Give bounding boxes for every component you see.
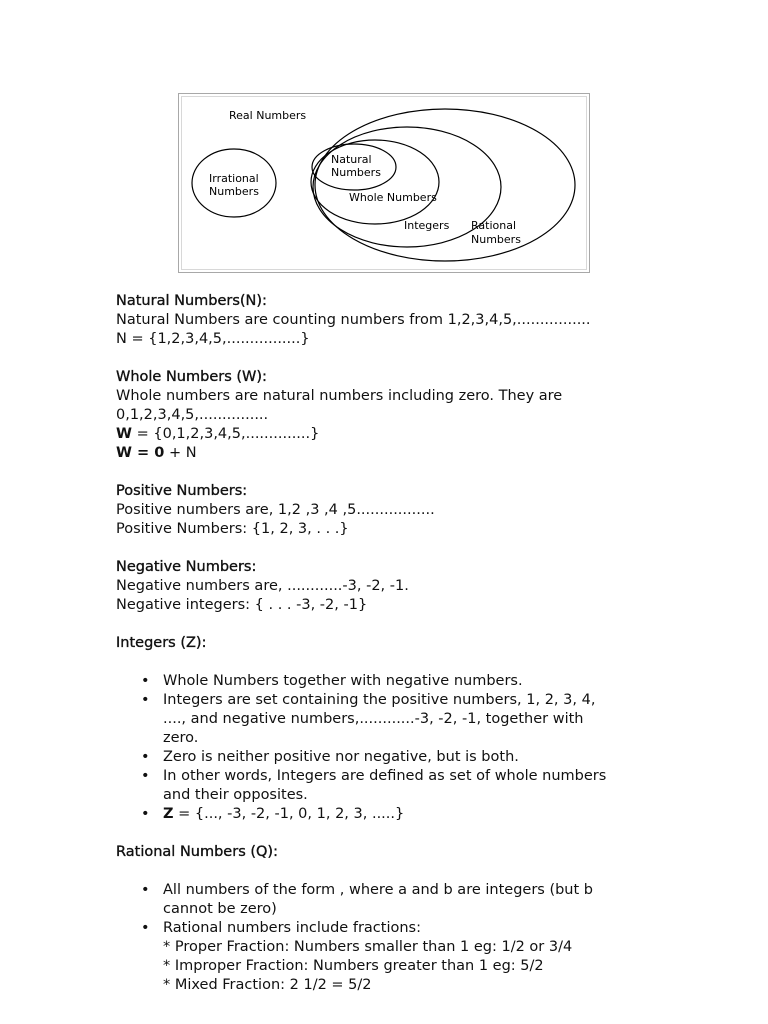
label-integers: Integers <box>404 219 450 232</box>
integers-item-3: • Zero is neither positive nor negative, but is both. <box>163 748 623 767</box>
label-rational-2: Numbers <box>471 233 521 246</box>
rational-item-2-text: • Rational numbers include fractions: <box>163 920 421 936</box>
positive-line-2: Positive Numbers: {1, 2, 3, . . .} <box>116 521 349 537</box>
rational-heading: Rational Numbers (Q): <box>116 844 278 860</box>
whole-line-1: Whole numbers are natural numbers including zero. They are <box>116 388 563 404</box>
integers-item-5 <box>163 805 676 824</box>
integers-heading: Integers (Z): <box>116 635 207 651</box>
whole-line-3 <box>116 425 676 444</box>
rational-sub-proper: * Proper Fraction: Numbers smaller than 1 eg: 1/2 or 3/4 <box>163 939 573 955</box>
rational-sub-improper: * Improper Fraction: Numbers greater than 1 eg: 5/2 <box>163 958 544 974</box>
integers-list <box>116 672 676 824</box>
positive-line-1: Positive numbers are, 1,2 ,3 ,4 ,5................. <box>116 502 435 518</box>
whole-w-set: = {0,1,2,3,4,5,..............} <box>132 426 320 442</box>
venn-diagram <box>179 94 589 272</box>
number-sets-diagram <box>178 93 590 273</box>
natural-line-1: Natural Numbers are counting numbers from 1,2,3,4,5,................ <box>116 312 591 328</box>
label-irrational-1: Irrational <box>209 172 259 185</box>
integers-z-set: = {..., -3, -2, -1, 0, 1, 2, 3, .....} <box>173 806 405 822</box>
label-natural-1: Natural <box>331 153 372 166</box>
rational-item-2 <box>163 919 676 995</box>
label-irrational-2: Numbers <box>209 185 259 198</box>
whole-heading: Whole Numbers (W): <box>116 369 267 385</box>
label-whole-numbers: Whole Numbers <box>349 191 437 204</box>
natural-heading: Natural Numbers(N): <box>116 293 267 309</box>
positive-heading: Positive Numbers: <box>116 483 248 499</box>
whole-line-2: 0,1,2,3,4,5,............... <box>116 407 269 423</box>
negative-heading: Negative Numbers: <box>116 559 257 575</box>
integers-item-2: • Integers are set containing the positive numbers, 1, 2, 3, 4, ...., and negative numbers,............-3, -2, -1, together with zero. <box>163 691 623 748</box>
negative-line-2: Negative integers: { . . . -3, -2, -1} <box>116 597 368 613</box>
whole-line-4 <box>116 444 676 463</box>
whole-w-eq-rest: + N <box>164 445 197 461</box>
label-natural-2: Numbers <box>331 166 381 179</box>
label-rational-1: Rational <box>471 219 517 232</box>
rational-sub-mixed: * Mixed Fraction: 2 1/2 = 5/2 <box>163 977 372 993</box>
integers-z-label: Z <box>163 806 174 822</box>
label-real-numbers: Real Numbers <box>229 109 307 122</box>
natural-line-2: N = {1,2,3,4,5,................} <box>116 331 310 347</box>
document-body <box>116 292 676 995</box>
integers-item-4: • In other words, Integers are defined as set of whole numbers and their opposites. <box>163 767 623 805</box>
rational-list <box>116 881 676 995</box>
negative-line-1: Negative numbers are, ............-3, -2, -1. <box>116 578 409 594</box>
integers-item-1: • Whole Numbers together with negative numbers. <box>163 672 623 691</box>
whole-w-label: W <box>116 426 132 442</box>
whole-w-eq-label: W = 0 <box>116 445 165 461</box>
rational-item-1: • All numbers of the form , where a and b are integers (but b cannot be zero) <box>163 881 623 919</box>
